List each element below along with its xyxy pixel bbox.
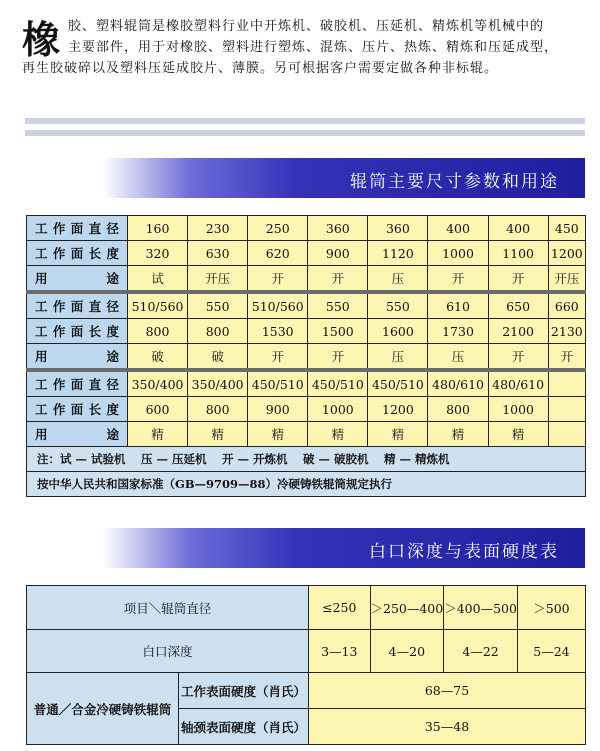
hardness-label: 工作表面硬度（肖氏）: [178, 673, 308, 709]
divider-stripe: [25, 130, 585, 136]
depth-cell: 4—20: [370, 630, 444, 673]
table-row: [27, 472, 586, 497]
hardness-label: 轴颈表面硬度（肖氏）: [178, 709, 308, 745]
table-cell: 320: [128, 241, 188, 266]
table-cell: 2100: [488, 319, 548, 344]
diameter-cell: ＞250—400: [370, 586, 444, 630]
table-cell: 开: [248, 344, 308, 371]
row-label: 工作面长度: [27, 397, 128, 422]
table-cell: 开: [308, 344, 368, 371]
table-cell: 250: [248, 216, 308, 241]
table-row: [27, 292, 586, 319]
standard-note: 按中华人民共和国家标准（GB—9709—88）冷硬铸铁辊筒规定执行: [27, 472, 586, 497]
table-cell: 精: [128, 422, 188, 447]
intro-text: [22, 16, 588, 76]
table-row: [27, 216, 586, 241]
table-cell: 600: [128, 397, 188, 422]
table-cell: 破: [188, 344, 248, 371]
table-cell: 压: [368, 344, 428, 371]
diameter-cell: ≤250: [309, 586, 371, 630]
table-cell: 550: [368, 292, 428, 319]
table-cell: 800: [128, 319, 188, 344]
table-cell: 开: [488, 266, 548, 293]
table-cell: 800: [428, 397, 488, 422]
table-cell: 900: [248, 397, 308, 422]
table-cell: 开: [428, 266, 488, 293]
section1-banner: [103, 158, 585, 198]
table-cell: 1000: [428, 241, 488, 266]
roller-type-label: 普通／合金冷硬铸铁辊筒: [27, 673, 179, 745]
table-cell: 360: [368, 216, 428, 241]
table-row: [27, 422, 586, 447]
table-cell: 550: [308, 292, 368, 319]
table-cell: 360: [308, 216, 368, 241]
table-cell: 1530: [248, 319, 308, 344]
diameter-cell: ＞500: [517, 586, 585, 630]
table-cell: 900: [308, 241, 368, 266]
table-cell: 480/610: [428, 370, 488, 397]
intro-line-3: 再生胶破碎以及塑料压延成胶片、薄膜。另可根据客户需要定做各种非标辊。: [22, 61, 499, 76]
table-cell: 450/510: [308, 370, 368, 397]
abbreviation-note: 注：试 — 试验机 压 — 压延机 开 — 开炼机 破 — 破胶机 精 — 精炼机: [27, 447, 586, 472]
depth-cell: 4—22: [444, 630, 518, 673]
table-cell: 开压: [188, 266, 248, 293]
table-cell: 开: [548, 344, 585, 371]
depth-cell: 3—13: [309, 630, 371, 673]
table-cell: 160: [128, 216, 188, 241]
table-cell: 660: [548, 292, 585, 319]
table-cell: 480/610: [488, 370, 548, 397]
table-cell: 开压: [548, 266, 585, 293]
table-cell: 精: [368, 422, 428, 447]
row-label: 工作面长度: [27, 241, 128, 266]
table-cell: 800: [188, 319, 248, 344]
table-cell: 精: [188, 422, 248, 447]
table-cell: 400: [428, 216, 488, 241]
depth-cell: 5—24: [517, 630, 585, 673]
row-label: 工作面长度: [27, 319, 128, 344]
table-cell: 破: [128, 344, 188, 371]
table-cell: 精: [248, 422, 308, 447]
row-label: 工作面直径: [27, 292, 128, 319]
table-cell: 压: [428, 344, 488, 371]
table-cell: 开: [308, 266, 368, 293]
row-label: 工作面直径: [27, 216, 128, 241]
table-cell: 压: [368, 266, 428, 293]
table-cell: 630: [188, 241, 248, 266]
table-cell: 1500: [308, 319, 368, 344]
hardness-table: [26, 585, 586, 745]
table-cell: 试: [128, 266, 188, 293]
table-cell: 510/560: [128, 292, 188, 319]
table-cell: 450/510: [368, 370, 428, 397]
table-cell: 1730: [428, 319, 488, 344]
table-row: [27, 370, 586, 397]
table-cell: 450/510: [248, 370, 308, 397]
divider-stripe: [25, 118, 585, 124]
table-cell: 1600: [368, 319, 428, 344]
table-cell: 1120: [368, 241, 428, 266]
table-cell: 1200: [548, 241, 585, 266]
table-cell: 610: [428, 292, 488, 319]
table-cell: 开: [248, 266, 308, 293]
table-cell: 800: [188, 397, 248, 422]
table-cell: 350/400: [188, 370, 248, 397]
table-cell: 620: [248, 241, 308, 266]
table-cell: 1000: [488, 397, 548, 422]
table-row: [27, 344, 586, 371]
table-cell: 精: [428, 422, 488, 447]
table-cell: 650: [488, 292, 548, 319]
table-cell: [548, 370, 585, 397]
diameter-cell: ＞400—500: [444, 586, 518, 630]
table-cell: 400: [488, 216, 548, 241]
table-row: [27, 319, 586, 344]
header-item-diameter: 项目＼辊筒直径: [27, 586, 309, 630]
table-cell: 230: [188, 216, 248, 241]
intro-line-1: 胶、塑料辊筒是橡胶塑料行业中开炼机、破胶机、压延机、精炼机等机械中的: [68, 19, 545, 34]
table-cell: 1000: [308, 397, 368, 422]
row-label: 工作面直径: [27, 370, 128, 397]
section2-title: 白口深度与表面硬度表: [369, 542, 559, 562]
table-cell: 1200: [368, 397, 428, 422]
depth-label: 白口深度: [27, 630, 309, 673]
table-cell: 510/560: [248, 292, 308, 319]
table-row: [27, 447, 586, 472]
table-cell: 精: [308, 422, 368, 447]
table-cell: 450: [548, 216, 585, 241]
intro-initial-char: 橡: [22, 17, 61, 62]
row-label: 用途: [27, 344, 128, 371]
hardness-value: 35—48: [309, 709, 586, 745]
section1-title: 辊筒主要尺寸参数和用途: [350, 172, 559, 192]
row-label: 用途: [27, 422, 128, 447]
table-row: [27, 241, 586, 266]
section2-banner: [103, 528, 585, 568]
table-cell: 550: [188, 292, 248, 319]
table-cell: 1100: [488, 241, 548, 266]
hardness-value: 68—75: [309, 673, 586, 709]
table-cell: 350/400: [128, 370, 188, 397]
table-cell: [548, 422, 585, 447]
roller-size-table: [26, 215, 586, 497]
table-cell: 开: [488, 344, 548, 371]
table-row: [27, 266, 586, 293]
row-label: 用途: [27, 266, 128, 293]
table-row: [27, 397, 586, 422]
table-cell: 精: [488, 422, 548, 447]
intro-line-2: 主要部件，用于对橡胶、塑料进行塑炼、混炼、压片、热炼、精炼和压延成型，: [68, 40, 559, 55]
table-cell: [548, 397, 585, 422]
table-cell: 2130: [548, 319, 585, 344]
